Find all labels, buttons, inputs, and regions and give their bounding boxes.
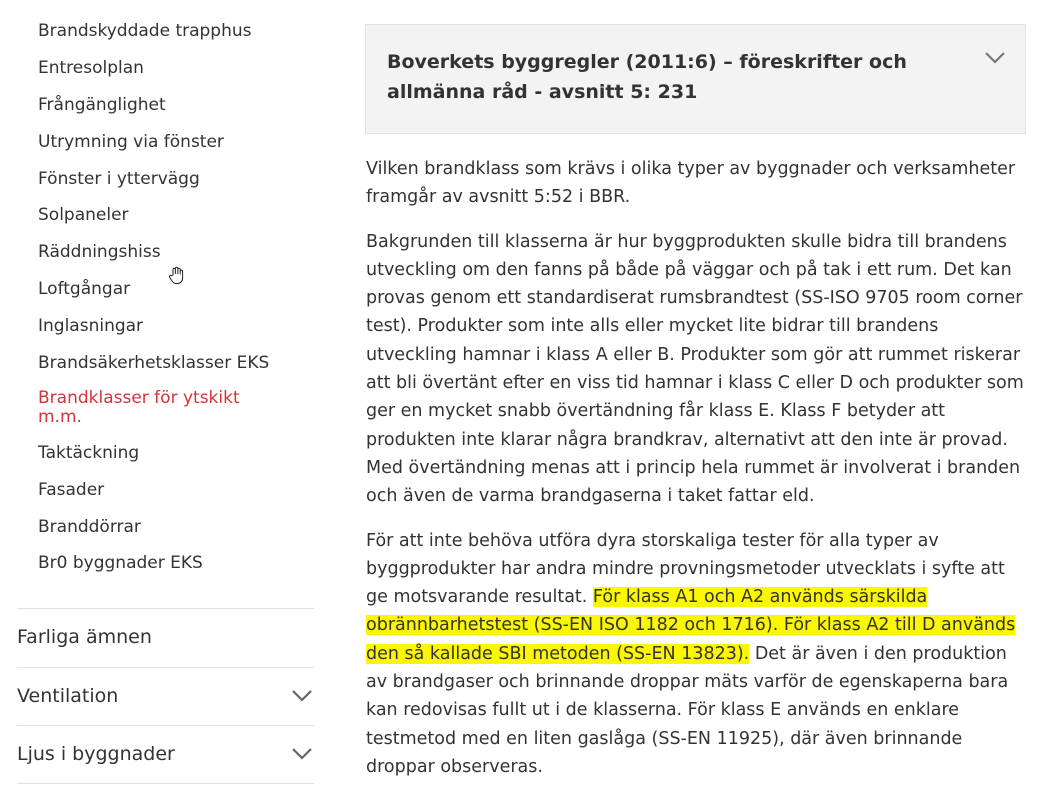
divider <box>17 783 314 784</box>
subnav-item-franganglighet[interactable]: Frångänglighet <box>38 94 166 115</box>
highlighted-text: För klass A1 och A2 används särskilda obrännbarhetstest (SS-EN ISO 1182 och 1716). För klass A2 till D används den så kallade SBI metoden (SS-EN 13823). <box>366 587 1016 664</box>
subnav-item-loftgangar[interactable]: Loftgångar <box>38 279 131 300</box>
subnav-item-inglasningar[interactable]: Inglasningar <box>38 316 144 337</box>
nav-section-label: Ljus i byggnader <box>17 743 175 765</box>
nav-section-label: Ventilation <box>17 685 119 707</box>
accordion-title: Boverkets byggregler (2011:6) – föreskrifter och allmänna råd - avsnitt 5: 231 <box>387 51 907 103</box>
subnav-item-brandklasser-for-ytskikt[interactable]: Brandklasser för ytskikt m.m. <box>38 387 240 427</box>
chevron-down-icon[interactable] <box>290 687 314 703</box>
hand-cursor-icon <box>168 266 186 286</box>
subnav-item-utrymning-via-fonster[interactable]: Utrymning via fönster <box>38 131 224 152</box>
subnav-item-fonster-i-yttervagg[interactable]: Fönster i yttervägg <box>38 168 200 189</box>
subnav-item-brandskyddade-trapphus[interactable]: Brandskyddade trapphus <box>38 21 252 41</box>
subnav-item-br0-byggnader-eks[interactable]: Br0 byggnader EKS <box>38 553 203 574</box>
paragraph-3-text: För att inte behöva utföra dyra storskaliga tester för alla typer av byggprodukter har andra mindre provningsmetoder utvecklats i syfte att ge motsvarande resultat. <box>366 530 1005 608</box>
chevron-down-icon[interactable] <box>983 49 1007 65</box>
paragraph-3-text: Det är även i den produktion av brandgaser och brinnande droppar mäts varför de egenskaperna bara kan redovisas fullt ut i de klasserna. För klass E används en enklare testmetod med en liten gaslåga (SS-EN 11925), där även brinnande droppar observeras. <box>366 643 1009 777</box>
nav-section-label: Farliga ämnen <box>17 626 152 648</box>
paragraph-2: Bakgrunden till klasserna är hur byggprodukten skulle bidra till brandens utveckling om den fanns på både på väggar och på tak i ett rum. Det kan provas genom ett standardiserat rumsbrandtest (SS-ISO 9705 room corner test). Produkter som inte alls eller mycket lite bidrar till brandens utveckling hamnar i klass A eller B. Produkter som gör att rummet riskerar att bli övertänt efter en viss tid hamnar i klass C eller D och produkter som ger en mycket snabb övertändning får klass E. Klass F betyder att produkten inte klarar några brandkrav, alternativt att den inte är provad. Med övertändning menas att i princip hela rummet är involverat i branden och även de varma brandgaserna i taket fattar eld. <box>366 231 1024 507</box>
subnav-item-solpaneler[interactable]: Solpaneler <box>38 205 129 226</box>
nav-section-farliga-amnen[interactable] <box>17 608 314 666</box>
subnav-item-brandsakerhetsklasser-eks[interactable]: Brandsäkerhetsklasser EKS <box>38 353 270 374</box>
article-content <box>366 155 1026 797</box>
accordion-boverkets-byggregler[interactable] <box>365 24 1026 134</box>
subnav-list <box>38 20 288 589</box>
paragraph-1: Vilken brandklass som krävs i olika typer av byggnader och verksamheter framgår av avsnitt 5:52 i BBR. <box>366 159 1016 208</box>
chevron-down-icon[interactable] <box>290 745 314 761</box>
nav-section-ljus-i-byggnader[interactable] <box>17 725 314 783</box>
sidebar-nav <box>0 0 320 791</box>
paragraph-3 <box>366 527 1026 782</box>
subnav-item-fasader[interactable]: Fasader <box>38 479 105 500</box>
subnav-item-branddorrar[interactable]: Branddörrar <box>38 516 141 537</box>
subnav-item-entresolplan[interactable]: Entresolplan <box>38 57 144 78</box>
nav-section-ventilation[interactable] <box>17 667 314 725</box>
subnav-item-taktackning[interactable]: Taktäckning <box>38 442 140 463</box>
subnav-item-raddningshiss[interactable]: Räddningshiss <box>38 242 161 263</box>
